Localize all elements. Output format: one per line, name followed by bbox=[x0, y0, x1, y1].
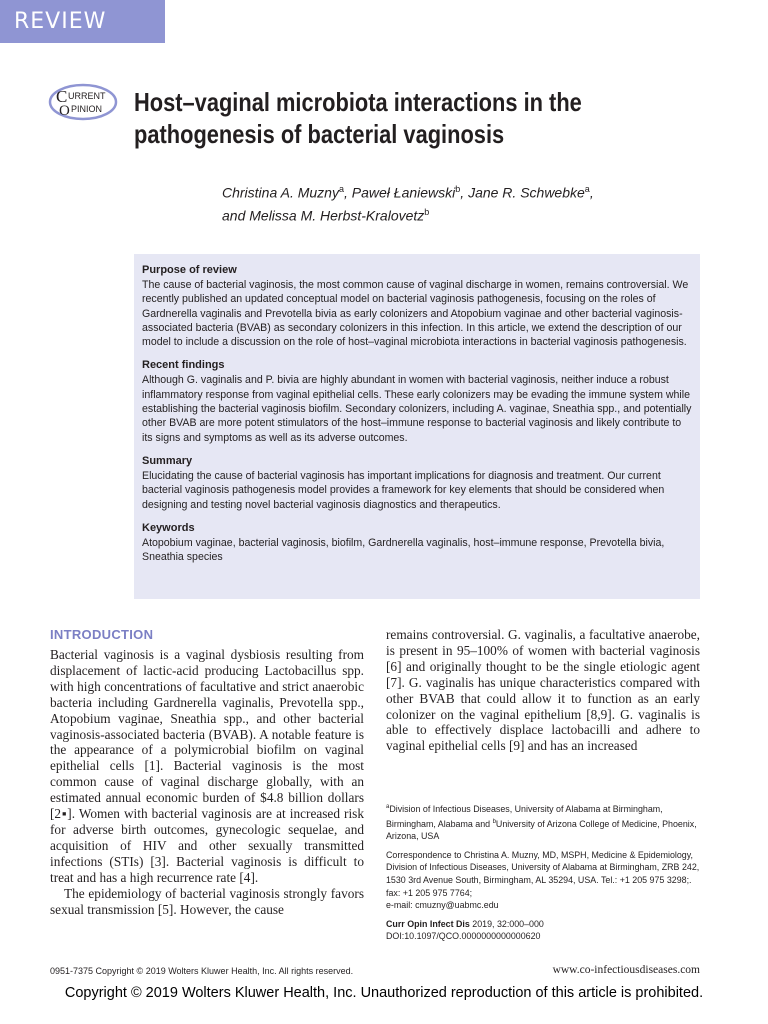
article-title bbox=[134, 86, 604, 150]
author-name: Christina A. Muzny bbox=[222, 184, 339, 201]
journal-info: 2019, 32:000–000 bbox=[469, 918, 544, 929]
logo-text-bottom: PINION bbox=[71, 104, 103, 114]
correspondence-text: Correspondence to Christina A. Muzny, MD, MSPH, Medicine & Epidemiology, Division of Infectious Diseases, University of Alabama at Birmingham, ZRB 242, 1530 3rd Avenue South, Birmingham, AL 35294, USA. Tel.: +1 205 975 3298;. fax: +1 205 975 7764; bbox=[386, 849, 700, 898]
title-line-1: Host–vaginal microbiota interactions in the bbox=[134, 87, 582, 117]
author-affiliation-mark: a bbox=[584, 184, 590, 194]
logo-letter-c: C bbox=[56, 87, 68, 106]
findings-heading: Recent findings bbox=[142, 359, 225, 372]
affiliation-mark: a bbox=[386, 804, 390, 810]
journal-name: Curr Opin Infect Dis bbox=[386, 918, 470, 929]
keywords-heading: Keywords bbox=[142, 521, 195, 534]
journal-citation bbox=[386, 918, 702, 931]
abstract-box bbox=[134, 254, 700, 599]
logo-letter-o: O bbox=[59, 103, 70, 119]
right-column bbox=[386, 627, 700, 754]
affiliation-text: University of Arizona College of Medicine, Phoenix, Arizona, USA bbox=[386, 818, 697, 842]
email-line: e-mail: cmuzny@uabmc.edu bbox=[386, 900, 499, 911]
affiliation-mark: b bbox=[492, 818, 496, 825]
purpose-heading: Purpose of review bbox=[142, 264, 237, 276]
intro-paragraph-1: Bacterial vaginosis is a vaginal dysbiosis resulting from displacement of lactic-acid producing Lactobacillus spp. with high concentrations of facultative and strict anaerobic bacteria including Gardnerella vaginalis, Prevotella spp., Atopobium vaginae, Sneathia spp., and other bacterial vaginosis-associated bacteria (BVAB). A notable feature is the appearance of a polymicrobial biofilm on vaginal epithelial cells [1]. Bacterial vaginosis is the most common cause of vaginal discharge globally, with an estimated annual economic burden of $4.8 billion dollars [2▪]. Women with bacterial vaginosis are at increased risk for adverse birth outcomes, gynecologic sequelae, and acquisition of HIV and other sexually transmitted infections (STIs) [3]. Bacterial vaginosis is difficult to treat and has a high recurrence rate [4]. bbox=[50, 647, 364, 885]
right-paragraph-1: remains controversial. G. vaginalis, a facultative anaerobe, is present in 95–100% of women with bacterial vaginosis [6] and originally thought to be the single etiologic agent [7]. G. vaginalis has unique characteristics compared with other BVAB that could allow it to function as an early colonizer on the vaginal epithelium [8,9]. G. vaginalis is able to effectively displace lactobacilli and adhere to vaginal epithelial cells [9] and has an increased bbox=[386, 627, 700, 754]
introduction-heading: INTRODUCTION bbox=[50, 627, 154, 642]
author-affiliation-mark: b bbox=[455, 184, 461, 194]
author-affiliation-mark: a bbox=[338, 184, 344, 194]
summary-heading: Summary bbox=[142, 454, 193, 467]
author-name: Paweł Łaniewski bbox=[351, 184, 456, 201]
section-tab: REVIEW bbox=[0, 0, 165, 43]
affiliations bbox=[386, 801, 702, 843]
author-affiliation-mark: b bbox=[424, 206, 430, 217]
copyright-banner: Copyright © 2019 Wolters Kluwer Health, Inc. Unauthorized reproduction of this article is prohibited. bbox=[64, 985, 704, 1001]
keywords-text: Atopobium vaginae, bacterial vaginosis, biofilm, Gardnerella vaginalis, host–immune response, Prevotella bivia, Sneathia species bbox=[142, 536, 665, 564]
summary-text: Elucidating the cause of bacterial vaginosis has important implications for diagnosis and treatment. Our current bacterial vaginosis pathogenesis model provides a framework for key elements that should be considered when designing and testing novel bacterial vaginosis diagnostics and therapeutics. bbox=[142, 469, 665, 511]
logo-text-top: URRENT bbox=[68, 91, 106, 101]
journal-website-link[interactable]: www.co-infectiousdiseases.com bbox=[552, 964, 700, 976]
doi: DOI:10.1097/QCO.0000000000000620 bbox=[386, 931, 541, 942]
author-name: Melissa M. Herbst-Kralovetz bbox=[249, 207, 425, 224]
findings-text: Although G. vaginalis and P. bivia are highly abundant in women with bacterial vaginosis, neither induce a robust inflammatory response from vaginal epithelial cells. These early colonizers may be evading the immune system while establishing the bacterial vaginosis biofilm. Secondary colonizers, including A. vaginae, Sneathia spp., and potentially other BVAB are more potent stimulators of the host–immune response to bacterial vaginosis and likely contribute to its signs and symptoms as well as its adverse outcomes. bbox=[142, 374, 692, 444]
affiliation-text: Division of Infectious Diseases, University of Alabama at Birmingham, Birmingham, Alabama and bbox=[386, 803, 663, 829]
footer-copyright: 0951-7375 Copyright © 2019 Wolters Kluwer Health, Inc. All rights reserved. bbox=[50, 966, 354, 976]
purpose-text: The cause of bacterial vaginosis, the most common cause of vaginal discharge in women, remains controversial. We recently published an updated conceptual model on bacterial vaginosis pathogenesis, focusing on the roles of Gardnerella vaginalis and Prevotella bivia as early colonizers and Atopobium vaginae and other bacterial vaginosis-associated bacteria (BVAB) as secondary colonizers in this infection. In this article, we extend the description of our model to include a discussion on the role of host–vaginal microbiota interactions in bacterial vaginosis pathogenesis. bbox=[142, 279, 689, 349]
author-name: Jane R. Schwebke bbox=[468, 184, 585, 201]
author-list: Christina A. Muzny$^a$, Paweł Łaniewski$^b$, Jane R. Schwebke$^a$, and Melissa M. Herbst-Kralovetz$^b$ bbox=[222, 184, 594, 224]
author-conjunction: and bbox=[222, 207, 250, 224]
title-line-2: pathogenesis of bacterial vaginosis bbox=[134, 119, 505, 149]
intro-paragraph-2: The epidemiology of bacterial vaginosis strongly favors sexual transmission [5]. However, the cause bbox=[50, 885, 364, 917]
affiliations-block bbox=[386, 801, 702, 949]
correspondence bbox=[386, 849, 702, 899]
current-opinion-logo bbox=[48, 82, 118, 122]
left-column bbox=[50, 627, 364, 917]
